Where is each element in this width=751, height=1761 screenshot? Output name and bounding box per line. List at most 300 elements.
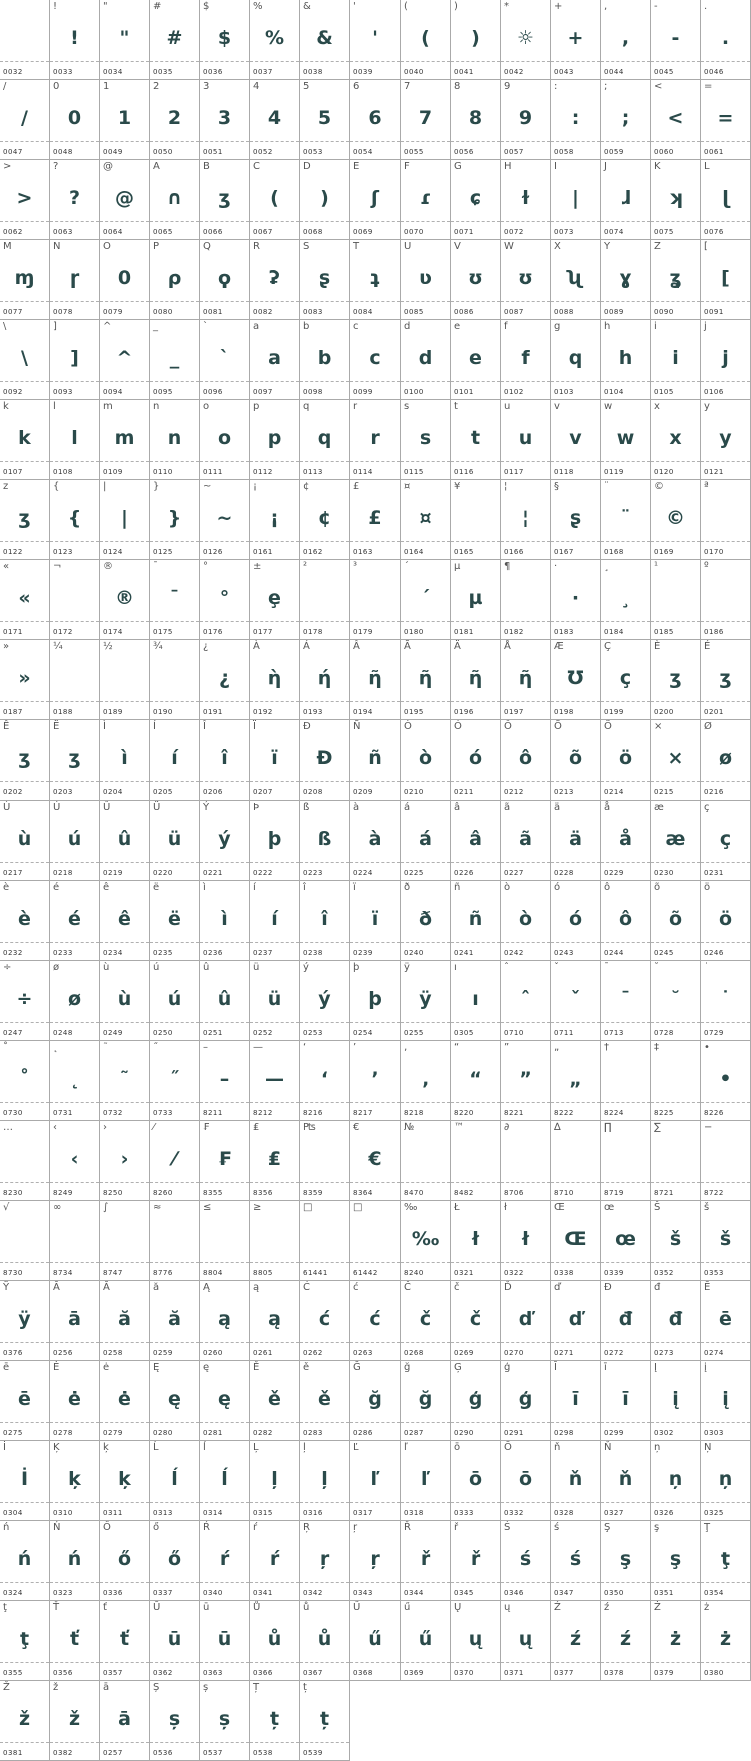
glyph-code: 0536 — [153, 1749, 173, 1757]
glyph-sample: × — [667, 747, 684, 769]
glyph-code: 0112 — [253, 468, 273, 476]
glyph-label: 1 — [103, 81, 110, 92]
glyph-label: d — [404, 321, 411, 332]
glyph-cell — [601, 1281, 651, 1361]
glyph-label: Ű — [353, 1602, 361, 1613]
glyph-code: 0229 — [604, 869, 624, 877]
glyph-cell — [200, 1201, 250, 1281]
glyph-label: Œ — [554, 1202, 565, 1213]
glyph-label: į — [704, 1362, 707, 1373]
glyph-label: Ć — [303, 1282, 310, 1293]
glyph-cell — [651, 1361, 701, 1441]
glyph-code: 0193 — [303, 708, 323, 716]
glyph-code: 8211 — [203, 1109, 223, 1117]
glyph-sample: ~ — [216, 507, 233, 529]
glyph-code: 0186 — [704, 628, 724, 636]
glyph-sample: c — [369, 347, 381, 369]
glyph-code: 0310 — [53, 1509, 73, 1517]
glyph-cell — [0, 560, 50, 640]
glyph-sample: ű — [368, 1628, 382, 1650]
glyph-sample: ĺ — [221, 1468, 228, 1490]
glyph-sample: å — [619, 828, 632, 850]
baseline-divider — [300, 1262, 349, 1263]
glyph-label: í — [253, 882, 256, 893]
glyph-sample: 8 — [468, 107, 483, 129]
glyph-cell — [250, 1681, 300, 1761]
glyph-sample: ě — [318, 1388, 331, 1410]
glyph-cell — [50, 720, 100, 801]
glyph-cell — [451, 240, 501, 320]
glyph-sample: > — [16, 187, 33, 209]
glyph-label: ì — [203, 882, 206, 893]
glyph-sample: d — [418, 347, 433, 369]
glyph-sample: “ — [469, 1068, 482, 1090]
glyph-label: Ź — [554, 1602, 561, 1613]
glyph-sample: v — [569, 427, 582, 449]
glyph-label: ¸ — [604, 561, 609, 572]
glyph-sample: ż — [719, 1628, 732, 1650]
glyph-code: 0346 — [504, 1589, 524, 1597]
glyph-code: 0035 — [153, 68, 173, 76]
baseline-divider — [701, 1502, 750, 1503]
glyph-cell — [0, 240, 50, 320]
glyph-code: 0255 — [404, 1029, 424, 1037]
baseline-divider — [501, 1182, 550, 1183]
baseline-divider — [701, 1342, 750, 1343]
glyph-cell — [651, 720, 701, 801]
glyph-label: ' — [353, 1, 356, 12]
baseline-divider — [250, 1342, 299, 1343]
baseline-divider — [601, 621, 650, 622]
glyph-cell — [100, 560, 150, 640]
glyph-code: 0099 — [353, 388, 373, 396]
baseline-divider — [401, 1422, 450, 1423]
baseline-divider — [200, 621, 249, 622]
baseline-divider — [100, 621, 149, 622]
glyph-cell — [300, 240, 350, 320]
glyph-label: ž — [53, 1682, 59, 1693]
glyph-cell — [551, 0, 601, 80]
glyph-code: 8221 — [504, 1109, 524, 1117]
glyph-label: Ê — [3, 721, 10, 732]
baseline-divider — [401, 621, 450, 622]
glyph-cell — [200, 320, 250, 400]
glyph-sample: ʂ — [569, 507, 582, 529]
glyph-cell — [50, 80, 100, 160]
glyph-label: t — [454, 401, 458, 412]
glyph-sample: ʒ — [218, 187, 231, 209]
baseline-divider — [100, 1662, 149, 1663]
glyph-label: Į — [654, 1362, 657, 1373]
baseline-divider — [701, 1662, 750, 1663]
glyph-cell — [150, 480, 200, 560]
glyph-sample: ˝ — [169, 1068, 180, 1090]
baseline-divider — [350, 621, 400, 622]
baseline-divider — [551, 621, 600, 622]
baseline-divider — [300, 1342, 349, 1343]
glyph-sample: î — [221, 747, 228, 769]
glyph-code: 8470 — [404, 1189, 424, 1197]
glyph-label: ã — [504, 802, 511, 813]
glyph-label: ÿ — [404, 962, 410, 973]
baseline-divider — [50, 1182, 99, 1183]
glyph-sample: ° — [219, 587, 230, 609]
glyph-code: 0094 — [103, 388, 123, 396]
glyph-sample: ‘ — [320, 1068, 329, 1090]
glyph-label: ğ — [404, 1362, 411, 1373]
glyph-code: 0109 — [103, 468, 123, 476]
glyph-code: 0043 — [554, 68, 574, 76]
glyph-code: 0071 — [454, 228, 474, 236]
glyph-sample: ü — [267, 988, 282, 1010]
glyph-label: ¹ — [654, 561, 659, 572]
baseline-divider — [601, 541, 650, 542]
glyph-cell — [601, 1441, 651, 1521]
glyph-label: ; — [604, 81, 608, 92]
glyph-cell — [350, 1121, 401, 1201]
glyph-sample: ń — [67, 1548, 82, 1570]
glyph-label: ∞ — [53, 1202, 62, 1213]
glyph-cell — [701, 1201, 751, 1281]
glyph-sample: ¢ — [317, 507, 332, 529]
baseline-divider — [350, 301, 400, 302]
glyph-sample: đ — [668, 1308, 683, 1330]
glyph-code: 0259 — [153, 1349, 173, 1357]
glyph-cell — [701, 881, 751, 961]
glyph-label: î — [303, 882, 306, 893]
glyph-cell — [250, 400, 300, 480]
glyph-sample: ė — [68, 1388, 81, 1410]
baseline-divider — [701, 1022, 750, 1023]
glyph-cell — [350, 240, 401, 320]
baseline-divider — [551, 61, 600, 62]
glyph-code: 0039 — [353, 68, 373, 76]
glyph-code: 0189 — [103, 708, 123, 716]
baseline-divider — [350, 61, 400, 62]
baseline-divider — [300, 1022, 349, 1023]
glyph-sample: ) — [471, 27, 480, 49]
glyph-code: 8222 — [554, 1109, 574, 1117]
glyph-cell — [200, 1601, 250, 1681]
glyph-sample: ˆ — [520, 988, 531, 1010]
baseline-divider — [150, 1022, 199, 1023]
glyph-sample: ɭ — [722, 187, 729, 209]
glyph-cell — [551, 560, 601, 640]
glyph-cell — [250, 1041, 300, 1121]
glyph-cell — [551, 1521, 601, 1601]
glyph-cell — [300, 1601, 350, 1681]
baseline-divider — [501, 461, 550, 462]
baseline-divider — [0, 942, 49, 943]
glyph-code: 0046 — [704, 68, 724, 76]
glyph-code: 0184 — [604, 628, 624, 636]
glyph-label: E — [353, 161, 360, 172]
glyph-sample: 2 — [167, 107, 182, 129]
glyph-sample: ˚ — [19, 1068, 30, 1090]
glyph-sample: – — [219, 1068, 230, 1090]
glyph-label: / — [3, 81, 7, 92]
glyph-cell — [250, 160, 300, 240]
baseline-divider — [150, 141, 199, 142]
glyph-label: û — [203, 962, 210, 973]
glyph-label: Ĺ — [153, 1442, 159, 1453]
baseline-divider — [100, 1502, 149, 1503]
glyph-code: 0354 — [704, 1589, 724, 1597]
glyph-code: 0198 — [554, 708, 574, 716]
glyph-cell — [0, 0, 50, 80]
baseline-divider — [350, 1022, 400, 1023]
glyph-sample: | — [572, 187, 579, 209]
glyph-cell — [701, 1601, 751, 1681]
glyph-code: 0208 — [303, 788, 323, 796]
glyph-code: 0100 — [404, 388, 424, 396]
glyph-code: 0249 — [103, 1029, 123, 1037]
glyph-cell — [350, 720, 401, 801]
baseline-divider — [451, 701, 500, 702]
glyph-code: 0304 — [3, 1509, 23, 1517]
glyph-code: 0200 — [654, 708, 674, 716]
glyph-cell — [150, 881, 200, 961]
glyph-code: 0214 — [604, 788, 624, 796]
baseline-divider — [501, 1022, 550, 1023]
glyph-label: C — [253, 161, 260, 172]
glyph-label: ť — [103, 1602, 107, 1613]
glyph-cell — [0, 1521, 50, 1601]
glyph-cell — [401, 1441, 451, 1521]
glyph-code: 0324 — [3, 1589, 23, 1597]
glyph-sample: ë — [168, 908, 181, 930]
baseline-divider — [50, 381, 99, 382]
glyph-label: Z — [654, 241, 661, 252]
glyph-label: Ķ — [53, 1442, 60, 1453]
glyph-sample — [300, 580, 349, 616]
glyph-sample: ‰ — [411, 1228, 440, 1250]
glyph-cell — [601, 480, 651, 560]
glyph-code: 0350 — [604, 1589, 624, 1597]
glyph-code: 0074 — [604, 228, 624, 236]
glyph-cell — [200, 1521, 250, 1601]
glyph-sample: þ — [267, 828, 282, 850]
glyph-label: ą — [253, 1282, 260, 1293]
glyph-label: § — [554, 481, 559, 492]
baseline-divider — [200, 1582, 249, 1583]
baseline-divider — [701, 1422, 750, 1423]
glyph-code: 0326 — [654, 1509, 674, 1517]
glyph-cell — [401, 720, 451, 801]
glyph-sample: © — [666, 507, 685, 529]
glyph-code: 0231 — [704, 869, 724, 877]
glyph-cell — [0, 320, 50, 400]
baseline-divider — [100, 461, 149, 462]
glyph-label: Ś — [504, 1522, 511, 1533]
glyph-code: 0290 — [454, 1429, 474, 1437]
baseline-divider — [651, 141, 700, 142]
glyph-sample: ĺ — [171, 1468, 178, 1490]
glyph-code: 0298 — [554, 1429, 574, 1437]
glyph-cell — [701, 720, 751, 801]
glyph-sample: ī — [622, 1388, 629, 1410]
glyph-sample: é — [68, 908, 81, 930]
glyph-cell — [601, 1201, 651, 1281]
glyph-cell — [601, 560, 651, 640]
glyph-sample: ř — [470, 1548, 481, 1570]
glyph-cell — [601, 801, 651, 881]
glyph-label: i — [654, 321, 657, 332]
glyph-code: 0305 — [454, 1029, 474, 1037]
glyph-sample: č — [469, 1308, 482, 1330]
glyph-cell — [651, 1601, 701, 1681]
glyph-cell — [601, 720, 651, 801]
glyph-sample: + — [567, 27, 584, 49]
baseline-divider — [551, 1422, 600, 1423]
glyph-code: 0352 — [654, 1269, 674, 1277]
glyph-sample: ÿ — [419, 988, 432, 1010]
baseline-divider — [551, 781, 600, 782]
glyph-code: 0176 — [203, 628, 223, 636]
glyph-sample: ¨ — [620, 507, 631, 529]
glyph-cell — [50, 1521, 100, 1601]
glyph-label: Ğ — [353, 1362, 361, 1373]
glyph-sample — [200, 1221, 249, 1257]
glyph-cell — [50, 1601, 100, 1681]
baseline-divider — [250, 621, 299, 622]
glyph-label: Ő — [103, 1522, 111, 1533]
glyph-sample: í — [271, 908, 278, 930]
glyph-code: 0170 — [704, 548, 724, 556]
glyph-cell — [551, 480, 601, 560]
glyph-label: ø — [53, 962, 60, 973]
glyph-label: Ř — [404, 1522, 411, 1533]
glyph-sample: ò — [418, 747, 433, 769]
glyph-code: 0188 — [53, 708, 73, 716]
glyph-cell — [651, 881, 701, 961]
glyph-cell — [451, 1601, 501, 1681]
glyph-label: º — [704, 561, 709, 572]
glyph-code: 0036 — [203, 68, 223, 76]
glyph-code: 61442 — [353, 1269, 378, 1277]
glyph-label: ÷ — [3, 962, 12, 973]
glyph-sample: $ — [217, 27, 232, 49]
baseline-divider — [250, 1022, 299, 1023]
glyph-cell — [100, 961, 150, 1041]
glyph-label: ® — [103, 561, 113, 572]
baseline-divider — [150, 1502, 199, 1503]
glyph-code: 8216 — [303, 1109, 323, 1117]
glyph-cell — [350, 80, 401, 160]
glyph-cell — [501, 1041, 551, 1121]
glyph-sample: p — [267, 427, 282, 449]
baseline-divider — [401, 1582, 450, 1583]
baseline-divider — [501, 621, 550, 622]
glyph-cell — [401, 320, 451, 400]
glyph-label: ú — [153, 962, 160, 973]
glyph-code: 0539 — [303, 1749, 323, 1757]
glyph-sample: İ — [20, 1468, 29, 1490]
glyph-sample: b — [317, 347, 332, 369]
glyph-sample: ὴ — [267, 667, 282, 689]
baseline-divider — [200, 61, 249, 62]
glyph-sample: ć — [318, 1308, 331, 1330]
baseline-divider — [250, 381, 299, 382]
glyph-code: 0180 — [404, 628, 424, 636]
glyph-code: 8776 — [153, 1269, 173, 1277]
glyph-code: 0278 — [53, 1429, 73, 1437]
glyph-label: Á — [303, 641, 310, 652]
glyph-code: 8220 — [454, 1109, 474, 1117]
baseline-divider — [100, 381, 149, 382]
glyph-label: ∏ — [604, 1122, 612, 1133]
glyph-sample: ç — [619, 667, 632, 689]
glyph-cell — [701, 400, 751, 480]
baseline-divider — [651, 942, 700, 943]
glyph-label: ů — [303, 1602, 310, 1613]
baseline-divider — [701, 781, 750, 782]
baseline-divider — [350, 862, 400, 863]
glyph-label: Ń — [53, 1522, 61, 1533]
glyph-sample: ñ — [468, 908, 483, 930]
baseline-divider — [300, 862, 349, 863]
glyph-sample: ļ — [271, 1468, 278, 1490]
glyph-cell — [250, 801, 300, 881]
glyph-code: 0041 — [454, 68, 474, 76]
glyph-code: 0269 — [454, 1349, 474, 1357]
glyph-sample: ’ — [371, 1068, 379, 1090]
glyph-cell — [300, 320, 350, 400]
glyph-sample — [0, 1221, 49, 1257]
glyph-code: 0321 — [454, 1269, 474, 1277]
glyph-cell — [200, 801, 250, 881]
glyph-code: 0098 — [303, 388, 323, 396]
glyph-label: Æ — [554, 641, 564, 652]
glyph-sample: ö — [618, 747, 633, 769]
glyph-label: > — [3, 161, 12, 172]
glyph-code: 0220 — [153, 869, 173, 877]
glyph-code: 0122 — [3, 548, 23, 556]
glyph-cell — [300, 1441, 350, 1521]
glyph-sample — [701, 1141, 750, 1177]
glyph-sample: ɼ — [69, 267, 80, 289]
glyph-code: 0034 — [103, 68, 123, 76]
glyph-label: ± — [253, 561, 262, 572]
glyph-sample: ó — [568, 908, 583, 930]
glyph-label: Ú — [53, 802, 61, 813]
glyph-cell — [601, 80, 651, 160]
glyph-cell — [501, 160, 551, 240]
glyph-sample: ŕ — [269, 1548, 280, 1570]
glyph-code: 0032 — [3, 68, 23, 76]
glyph-code: 0195 — [404, 708, 424, 716]
baseline-divider — [451, 541, 500, 542]
glyph-cell — [100, 1441, 150, 1521]
baseline-divider — [601, 701, 650, 702]
glyph-cell — [651, 1121, 701, 1201]
glyph-label: ř — [454, 1522, 459, 1533]
baseline-divider — [200, 1182, 249, 1183]
glyph-sample: ů — [267, 1628, 282, 1650]
glyph-code: 0088 — [554, 308, 574, 316]
glyph-label: š — [704, 1202, 710, 1213]
baseline-divider — [350, 461, 400, 462]
glyph-cell — [250, 80, 300, 160]
glyph-sample: ù — [117, 988, 132, 1010]
baseline-divider — [651, 1022, 700, 1023]
baseline-divider — [451, 61, 500, 62]
glyph-label: ° — [203, 561, 208, 572]
glyph-sample: ď — [568, 1308, 583, 1330]
glyph-sample: ʋ — [419, 267, 432, 289]
glyph-code: 8804 — [203, 1269, 223, 1277]
baseline-divider — [451, 1262, 500, 1263]
